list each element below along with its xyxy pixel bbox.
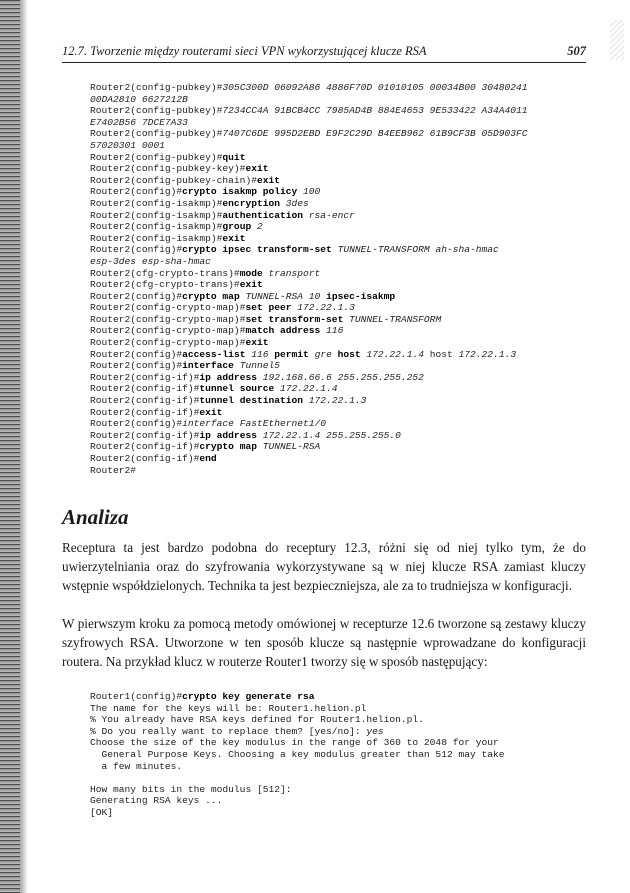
code-line <box>90 256 590 268</box>
code-text: Router2(config-pubkey-key)# <box>90 163 246 175</box>
code-argument: 192.168.66.6 255.255.255.252 <box>256 371 424 383</box>
code-argument: rsa-encr <box>303 209 355 221</box>
code-line <box>90 302 590 314</box>
code-line <box>90 430 590 442</box>
code-text: Router2(config-crypto-map)# <box>90 325 246 337</box>
code-line <box>90 372 590 384</box>
code-argument: TUNNEL-TRANSFORM ah-sha-hmac <box>331 244 499 256</box>
code-line <box>90 94 590 106</box>
code-argument: 172.22.1.3 <box>452 348 517 360</box>
code-command: host <box>337 348 361 360</box>
code-argument: gre <box>308 348 338 360</box>
code-text: Router2(config-crypto-map)# <box>90 302 246 314</box>
code-argument: 172.22.1.3 <box>303 395 367 407</box>
code-text: Router2(config-if)# <box>90 453 200 464</box>
code-text: a few minutes. <box>90 760 183 772</box>
code-line <box>90 268 590 280</box>
code-command: ip address <box>199 429 257 441</box>
code-line <box>90 198 590 210</box>
code-line <box>90 453 590 465</box>
code-command: crypto isakmp policy <box>182 186 298 198</box>
code-line <box>90 325 590 337</box>
header-rule <box>62 62 586 63</box>
code-text: Router2(config-isakmp)# <box>90 232 223 244</box>
code-line <box>90 105 590 117</box>
code-line <box>90 691 590 703</box>
code-line <box>90 117 590 129</box>
code-argument: 00DA2810 6627212B <box>90 93 188 105</box>
code-line <box>90 784 590 796</box>
code-command: tunnel destination <box>199 395 304 407</box>
code-line <box>90 152 590 164</box>
code-command: exit <box>256 174 280 186</box>
code-line <box>90 221 590 233</box>
code-text: Router2(config)# <box>90 244 183 256</box>
code-text: Router2(config-pubkey)# <box>90 151 223 163</box>
code-line <box>90 761 590 773</box>
code-command: exit <box>239 279 263 291</box>
code-line <box>90 749 590 761</box>
code-text: How many bits in the modulus [512]: <box>90 783 292 795</box>
code-text: General Purpose Keys. Choosing a key modulus greater than 512 may take <box>90 748 505 760</box>
code-argument: 172.22.1.4 <box>360 348 430 360</box>
page-binding-shadow <box>20 0 28 893</box>
code-argument: TUNNEL-RSA 10 <box>239 290 327 302</box>
code-text: Router2(config-if)# <box>90 429 200 441</box>
code-text: Router2(config-pubkey)# <box>90 105 223 117</box>
code-text: Router2(config-if)# <box>90 406 200 418</box>
code-text: Router2(cfg-crypto-trans)# <box>90 267 240 279</box>
router2-config-listing <box>90 82 590 476</box>
code-line <box>90 82 590 94</box>
code-command: group <box>222 221 252 233</box>
code-text: Choose the size of the key modulus in the range of 360 to 2048 for your <box>90 737 499 749</box>
code-command: exit <box>245 163 269 175</box>
code-command: match address <box>245 325 321 337</box>
code-argument: 172.22.1.3 <box>291 302 355 314</box>
code-argument: Tunnel5 <box>233 360 281 372</box>
code-argument: 116 <box>245 348 275 360</box>
code-argument: TUNNEL-TRANSFORM <box>343 313 442 325</box>
code-line <box>90 395 590 407</box>
code-text: [OK] <box>90 806 114 818</box>
code-line <box>90 807 590 819</box>
code-argument: 100 <box>297 186 321 198</box>
code-command: permit <box>274 348 309 360</box>
code-text: Router2(config-if)# <box>90 371 200 383</box>
code-command: crypto ipsec transform-set <box>182 244 332 256</box>
code-line <box>90 163 590 175</box>
code-line <box>90 349 590 361</box>
code-argument: E7402B56 7DCE7A33 <box>90 116 188 128</box>
code-text: Router2(config)# <box>90 186 183 198</box>
code-line <box>90 795 590 807</box>
code-text: Router2(config-if)# <box>90 383 200 395</box>
router1-keygen-listing <box>90 691 590 819</box>
code-argument: 7234CC4A 91BCB4CC 7985AD4B 884E4653 9E533422 A34A4011 <box>222 105 528 117</box>
page-number: 507 <box>567 44 586 58</box>
code-text: Router2(config-crypto-map)# <box>90 313 246 325</box>
code-argument: 305C300D 06092A86 4886F70D 01010105 00034B00 30480241 <box>222 82 528 93</box>
code-argument: interface FastEthernet1/0 <box>182 418 327 430</box>
code-argument: transport <box>262 267 321 279</box>
code-text: Router2(config-isakmp)# <box>90 197 223 209</box>
code-line <box>90 772 590 784</box>
code-command: encryption <box>222 197 280 209</box>
code-text: Router2(cfg-crypto-trans)# <box>90 279 240 291</box>
code-command: authentication <box>222 209 304 221</box>
code-command: exit <box>199 406 223 418</box>
code-command: set transform-set <box>245 313 344 325</box>
code-line <box>90 726 590 738</box>
code-line <box>90 140 590 152</box>
code-line <box>90 383 590 395</box>
code-text: Router2(config)# <box>90 418 183 430</box>
code-text: Router1(config)# <box>90 691 183 702</box>
code-command: tunnel source <box>199 383 275 395</box>
code-line <box>90 244 590 256</box>
code-command: end <box>199 453 217 464</box>
code-line <box>90 360 590 372</box>
analysis-paragraph-1: Receptura ta jest bardzo podobna do receptury 12.3, różni się od niej tylko tym, że do uwierzytelniania oraz do szyfrowania wykorzystywane są w niej klucze RSA zamiast kluczy wstępnie współdzielonych. Technika ta jest bezpieczniejsza, ale za to trudniejsza w konfiguracji. <box>62 540 586 594</box>
code-argument: yes <box>366 725 384 737</box>
code-text: Router2(config)# <box>90 348 183 360</box>
code-text: Router2(config-isakmp)# <box>90 221 223 233</box>
code-text: Generating RSA keys ... <box>90 795 223 807</box>
code-line <box>90 279 590 291</box>
code-line <box>90 714 590 726</box>
code-argument: 172.22.1.4 255.255.255.0 <box>256 429 401 441</box>
code-text: % You already have RSA keys defined for Router1.helion.pl. <box>90 714 424 726</box>
code-line <box>90 441 590 453</box>
code-command: crypto map <box>182 290 240 302</box>
code-text: Router2(config-if)# <box>90 441 200 453</box>
code-text: Router2(config-pubkey)# <box>90 82 223 93</box>
code-text: Router2(config-if)# <box>90 395 200 407</box>
code-command: interface <box>182 360 234 372</box>
code-command: access-list <box>182 348 246 360</box>
code-line <box>90 407 590 419</box>
code-command: ipsec-isakmp <box>326 290 396 302</box>
code-line <box>90 337 590 349</box>
code-command: ip address <box>199 371 257 383</box>
code-command: crypto key generate rsa <box>182 691 315 702</box>
code-command: exit <box>222 232 246 244</box>
running-header <box>62 44 586 62</box>
code-line <box>90 465 590 477</box>
code-line <box>90 291 590 303</box>
code-argument: 116 <box>320 325 344 337</box>
code-text: Router2# <box>90 464 137 476</box>
code-line <box>90 175 590 187</box>
code-text: Router2(config-isakmp)# <box>90 209 223 221</box>
code-text: Router2(config-pubkey-chain)# <box>90 174 257 186</box>
code-command: set peer <box>245 302 292 314</box>
code-argument: TUNNEL-RSA <box>256 441 321 453</box>
code-line <box>90 233 590 245</box>
code-text: host <box>429 348 453 360</box>
code-argument: esp-3des esp-sha-hmac <box>90 255 211 267</box>
code-text: % Do you really want to replace them? [yes/no]: <box>90 725 367 737</box>
code-text: Router2(config-pubkey)# <box>90 128 223 140</box>
code-line <box>90 186 590 198</box>
scan-noise <box>610 20 624 60</box>
code-line <box>90 737 590 749</box>
code-text: The name for the keys will be: Router1.helion.pl <box>90 702 367 714</box>
code-argument: 2 <box>251 221 263 233</box>
code-line <box>90 703 590 715</box>
code-text: Router2(config)# <box>90 360 183 372</box>
code-argument: 7407C6DE 995D2EBD E9F2C29D B4EEB962 61B9CF3B 05D903FC <box>222 128 528 140</box>
section-heading: Analiza <box>62 505 129 529</box>
code-line <box>90 128 590 140</box>
code-text: Router2(config)# <box>90 290 183 302</box>
header-title: 12.7. Tworzenie między routerami sieci VPN wykorzystującej klucze RSA <box>62 44 427 58</box>
code-line <box>90 210 590 222</box>
code-argument: 57020301 0001 <box>90 139 165 151</box>
code-line <box>90 314 590 326</box>
code-command: crypto map <box>199 441 257 453</box>
code-argument: 3des <box>280 197 309 209</box>
code-command: mode <box>239 267 263 279</box>
analysis-paragraph-2: W pierwszym kroku za pomocą metody omówionej w recepturze 12.6 tworzone są zestawy kluczy szyfrowych RSA. Utworzone w ten sposób klucze są następnie wprowadzane do konfiguracji routera. Na przykład klucz w routerze Router1 tworzy się w sposób następujący: <box>62 616 586 670</box>
page-binding-edge <box>0 0 20 893</box>
code-text: Router2(config-crypto-map)# <box>90 337 246 349</box>
code-line <box>90 418 590 430</box>
code-command: quit <box>222 151 246 163</box>
code-argument: 172.22.1.4 <box>274 383 338 395</box>
code-command: exit <box>245 337 269 349</box>
